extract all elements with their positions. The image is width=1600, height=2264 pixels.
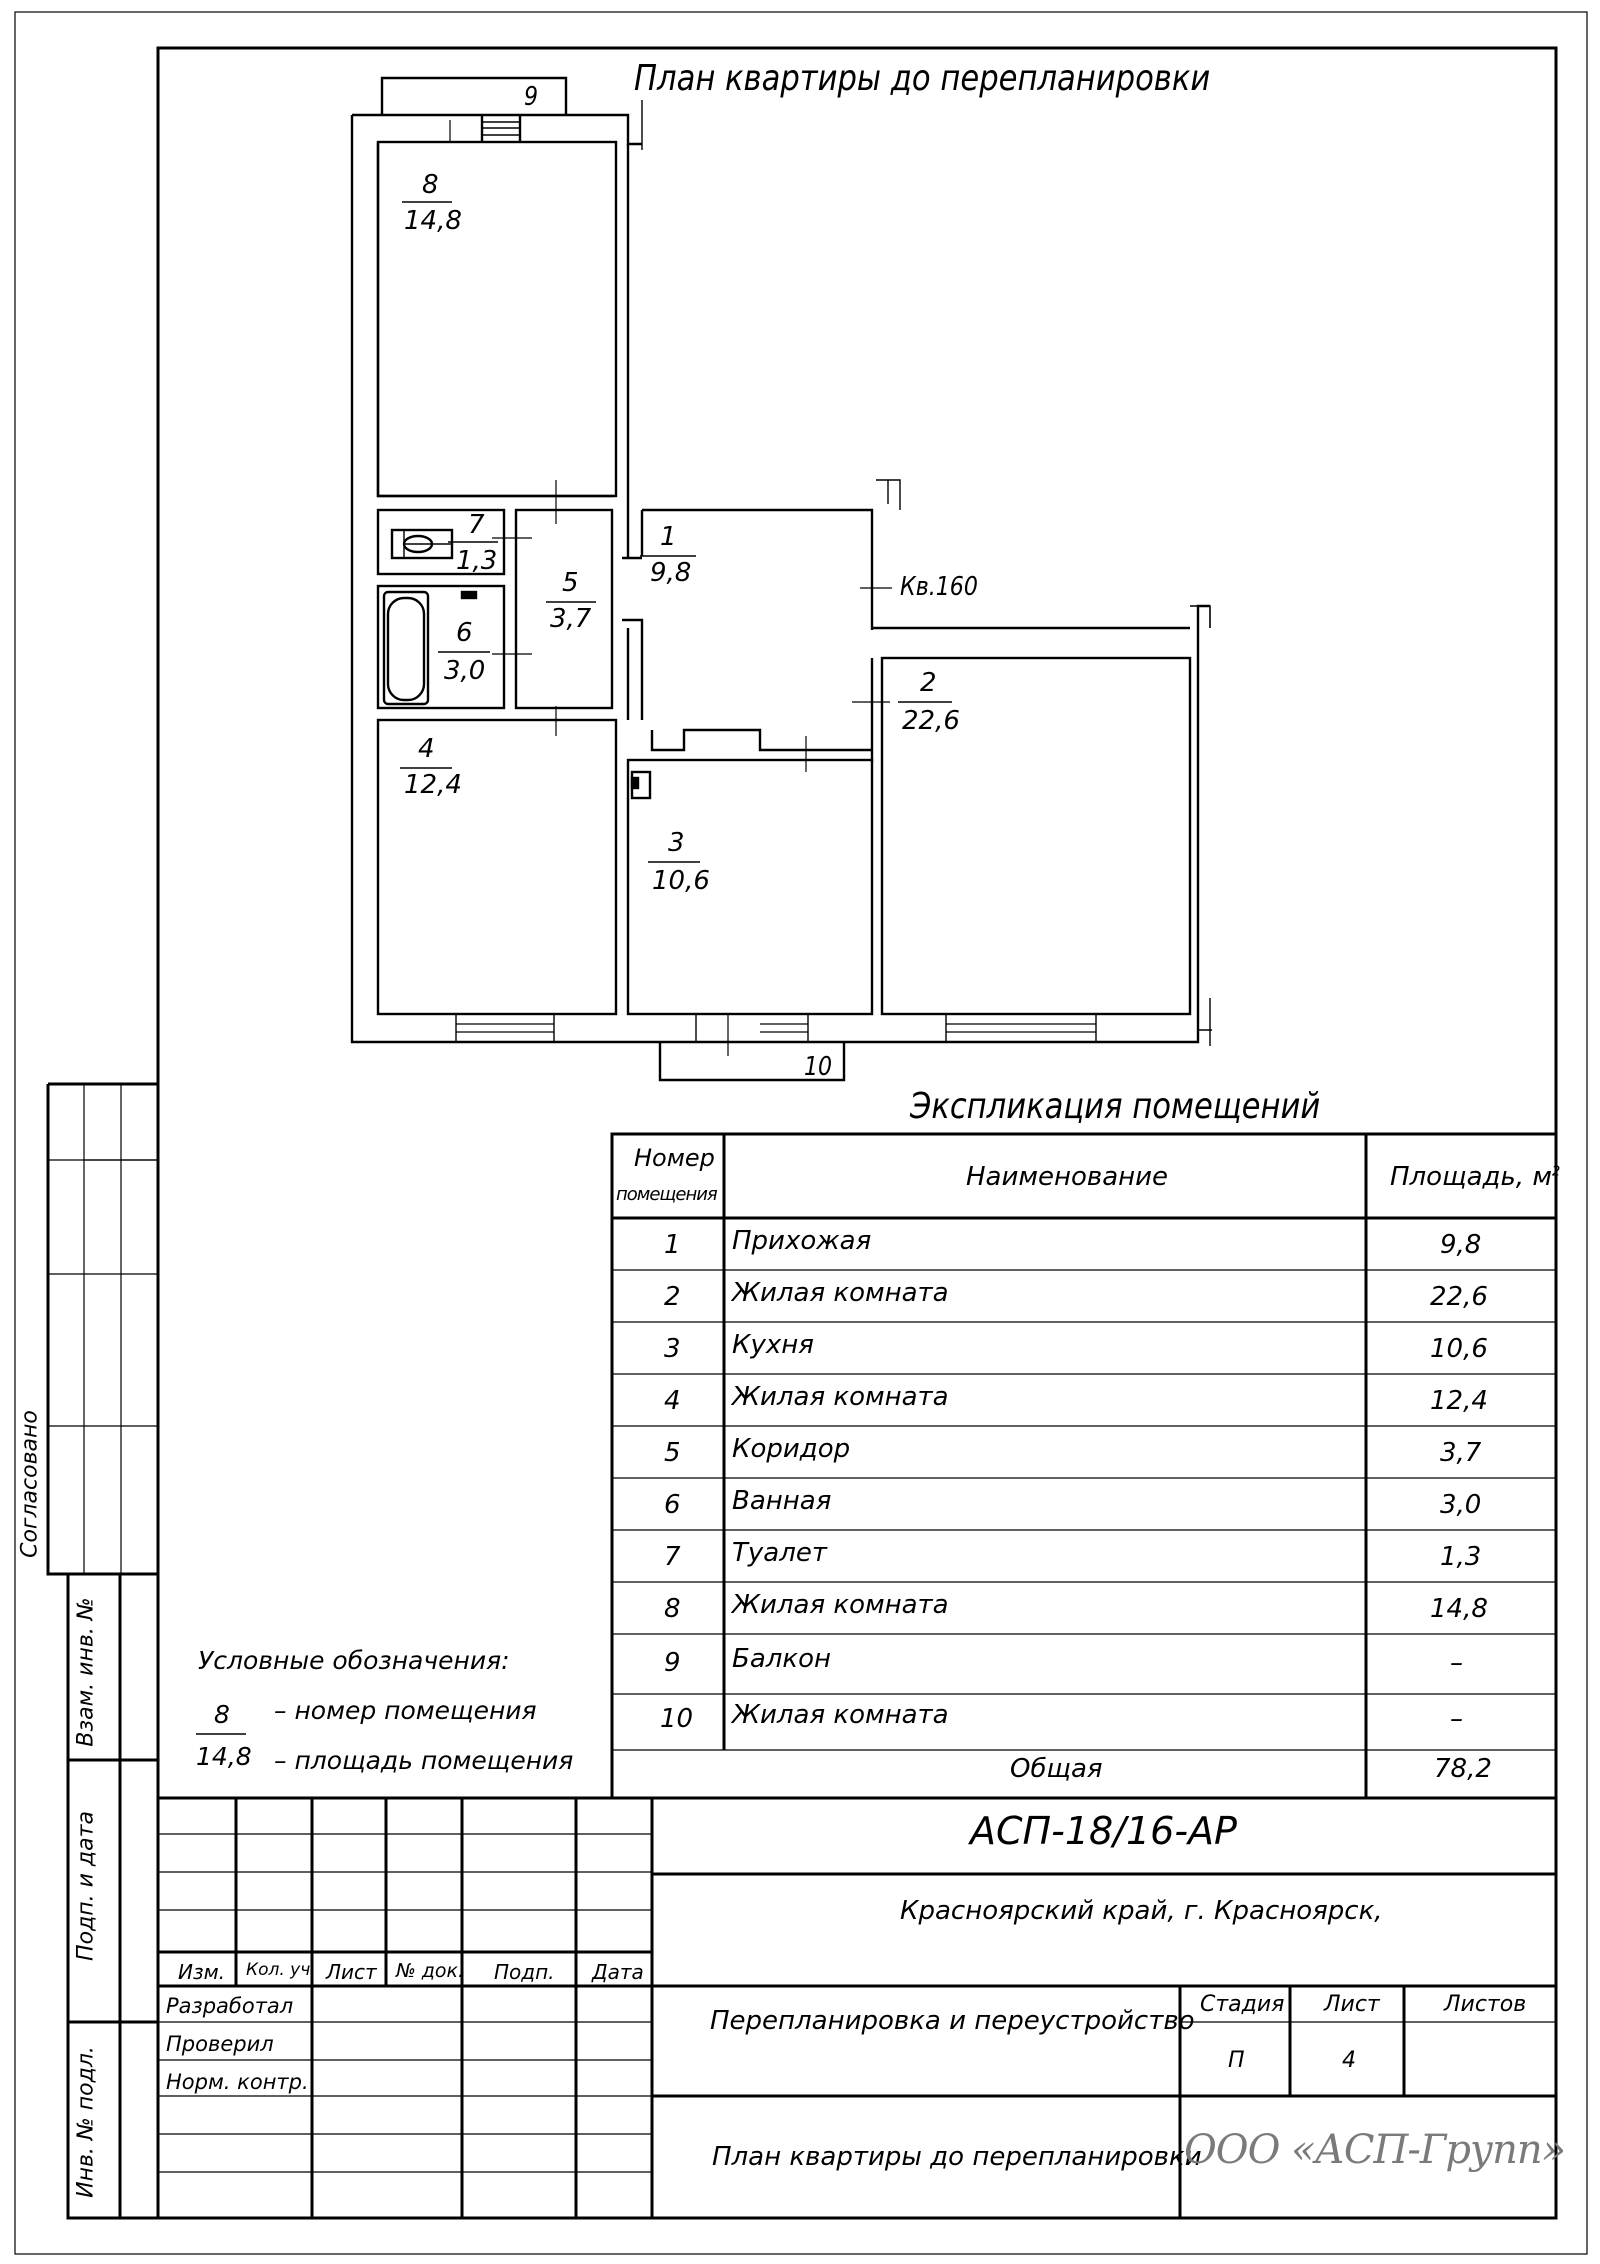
col-list: Лист — [326, 1960, 377, 1984]
header-area — [1390, 1164, 1560, 1190]
balcony-9-label: 9 — [524, 82, 539, 112]
table-row-number: 5 — [664, 1438, 681, 1468]
room-1-area: 9,8 — [650, 558, 692, 588]
stamp-exchange-inv: Взам. инв. № — [73, 1597, 99, 1747]
legend-sample-number: 8 — [214, 1700, 230, 1729]
room-6-area: 3,0 — [444, 656, 486, 686]
table-row-number: 8 — [664, 1594, 681, 1624]
table-row-name: Жилая комната — [732, 1590, 949, 1620]
legend-title: Условные обозначения: — [198, 1646, 510, 1675]
table-row-name: Коридор — [732, 1434, 851, 1464]
room-7-number: 7 — [468, 510, 485, 540]
table-row-number: 4 — [664, 1386, 681, 1416]
header-area-label: Площадь, м — [1390, 1162, 1552, 1192]
table-row-number: 2 — [664, 1282, 681, 1312]
table-row-number: 7 — [664, 1542, 681, 1572]
table-row-name: Туалет — [732, 1538, 827, 1568]
table-row-area: 14,8 — [1430, 1594, 1488, 1624]
col-date: Дата — [592, 1960, 644, 1984]
table-row-name: Прихожая — [732, 1226, 872, 1256]
room-3-number: 3 — [668, 828, 685, 858]
room-8-area: 14,8 — [404, 206, 462, 236]
table-row-name: Жилая комната — [732, 1700, 949, 1730]
legend-area-desc: – площадь помещения — [274, 1746, 574, 1775]
table-row-name: Балкон — [732, 1644, 831, 1674]
table-row-area: – — [1450, 1704, 1463, 1734]
table-row-name: Кухня — [732, 1330, 814, 1360]
header-name: Наименование — [966, 1162, 1169, 1192]
col-izm: Изм. — [178, 1960, 226, 1984]
sheet-label: Лист — [1324, 1992, 1380, 2017]
doc-code: АСП-18/16-АР — [970, 1809, 1237, 1853]
table-row-number: 3 — [664, 1334, 681, 1364]
table-row-area: 22,6 — [1430, 1282, 1488, 1312]
room-2-area: 22,6 — [902, 706, 960, 736]
stage-value: П — [1228, 2048, 1245, 2073]
explication-title: Экспликация помещений — [910, 1086, 1321, 1127]
table-row-number: 6 — [664, 1490, 681, 1520]
balcony-10-label: 10 — [804, 1052, 833, 1082]
apartment-label: Кв.160 — [900, 572, 978, 602]
table-row-name: Жилая комната — [732, 1382, 949, 1412]
table-row-number: 1 — [664, 1230, 681, 1260]
sheets-label: Листов — [1444, 1992, 1527, 2017]
table-row-area: 3,0 — [1440, 1490, 1482, 1520]
table-row-name: Ванная — [732, 1486, 832, 1516]
room-3-area: 10,6 — [652, 866, 710, 896]
room-4-number: 4 — [418, 734, 435, 764]
table-row-area: – — [1450, 1648, 1463, 1678]
role-checked: Проверил — [166, 2032, 274, 2056]
doc-project: Перепланировка и переустройство — [710, 2006, 1195, 2036]
table-row-name: Жилая комната — [732, 1278, 949, 1308]
room-6-number: 6 — [456, 618, 473, 648]
stamp-agreed: Согласовано — [17, 1410, 43, 1558]
table-row-area: 12,4 — [1430, 1386, 1488, 1416]
header-number-line1: Номер — [634, 1144, 715, 1172]
stamp-sign-date: Подп. и дата — [73, 1811, 99, 1961]
company-logo: ООО «АСП-Групп» — [1184, 2127, 1566, 2173]
doc-sheet-title: План квартиры до перепланировки — [712, 2142, 1202, 2172]
table-row-area: 9,8 — [1440, 1230, 1482, 1260]
sheet-value: 4 — [1342, 2048, 1356, 2073]
total-label: Общая — [1010, 1754, 1103, 1784]
table-row-number: 9 — [664, 1648, 681, 1678]
room-5-number: 5 — [562, 568, 579, 598]
table-row-area: 10,6 — [1430, 1334, 1488, 1364]
header-area-unit: 2 — [1551, 1164, 1561, 1180]
total-value: 78,2 — [1434, 1754, 1492, 1784]
header-number-line2: помещения — [616, 1184, 717, 1205]
room-2-number: 2 — [920, 668, 937, 698]
doc-address: Красноярский край, г. Красноярск, — [900, 1896, 1383, 1926]
table-row-area: 3,7 — [1440, 1438, 1482, 1468]
role-norm-control: Норм. контр. — [166, 2070, 309, 2094]
room-1-number: 1 — [660, 522, 677, 552]
table-row-area: 1,3 — [1440, 1542, 1482, 1572]
col-kol-uch: Кол. уч. — [246, 1960, 316, 1980]
room-8-number: 8 — [422, 170, 439, 200]
room-5-area: 3,7 — [550, 604, 592, 634]
col-sign: Подп. — [494, 1960, 555, 1984]
legend-sample-area: 14,8 — [196, 1742, 252, 1771]
stage-label: Стадия — [1200, 1992, 1285, 2017]
stamp-orig-inv: Инв. № подл. — [73, 2046, 99, 2198]
table-row-number: 10 — [660, 1704, 694, 1734]
room-7-area: 1,3 — [456, 546, 498, 576]
plan-title: План квартиры до перепланировки — [634, 58, 1211, 99]
legend-number-desc: – номер помещения — [274, 1696, 537, 1725]
room-4-area: 12,4 — [404, 770, 462, 800]
col-doc: № док. — [396, 1960, 465, 1982]
role-developed: Разработал — [166, 1994, 294, 2018]
